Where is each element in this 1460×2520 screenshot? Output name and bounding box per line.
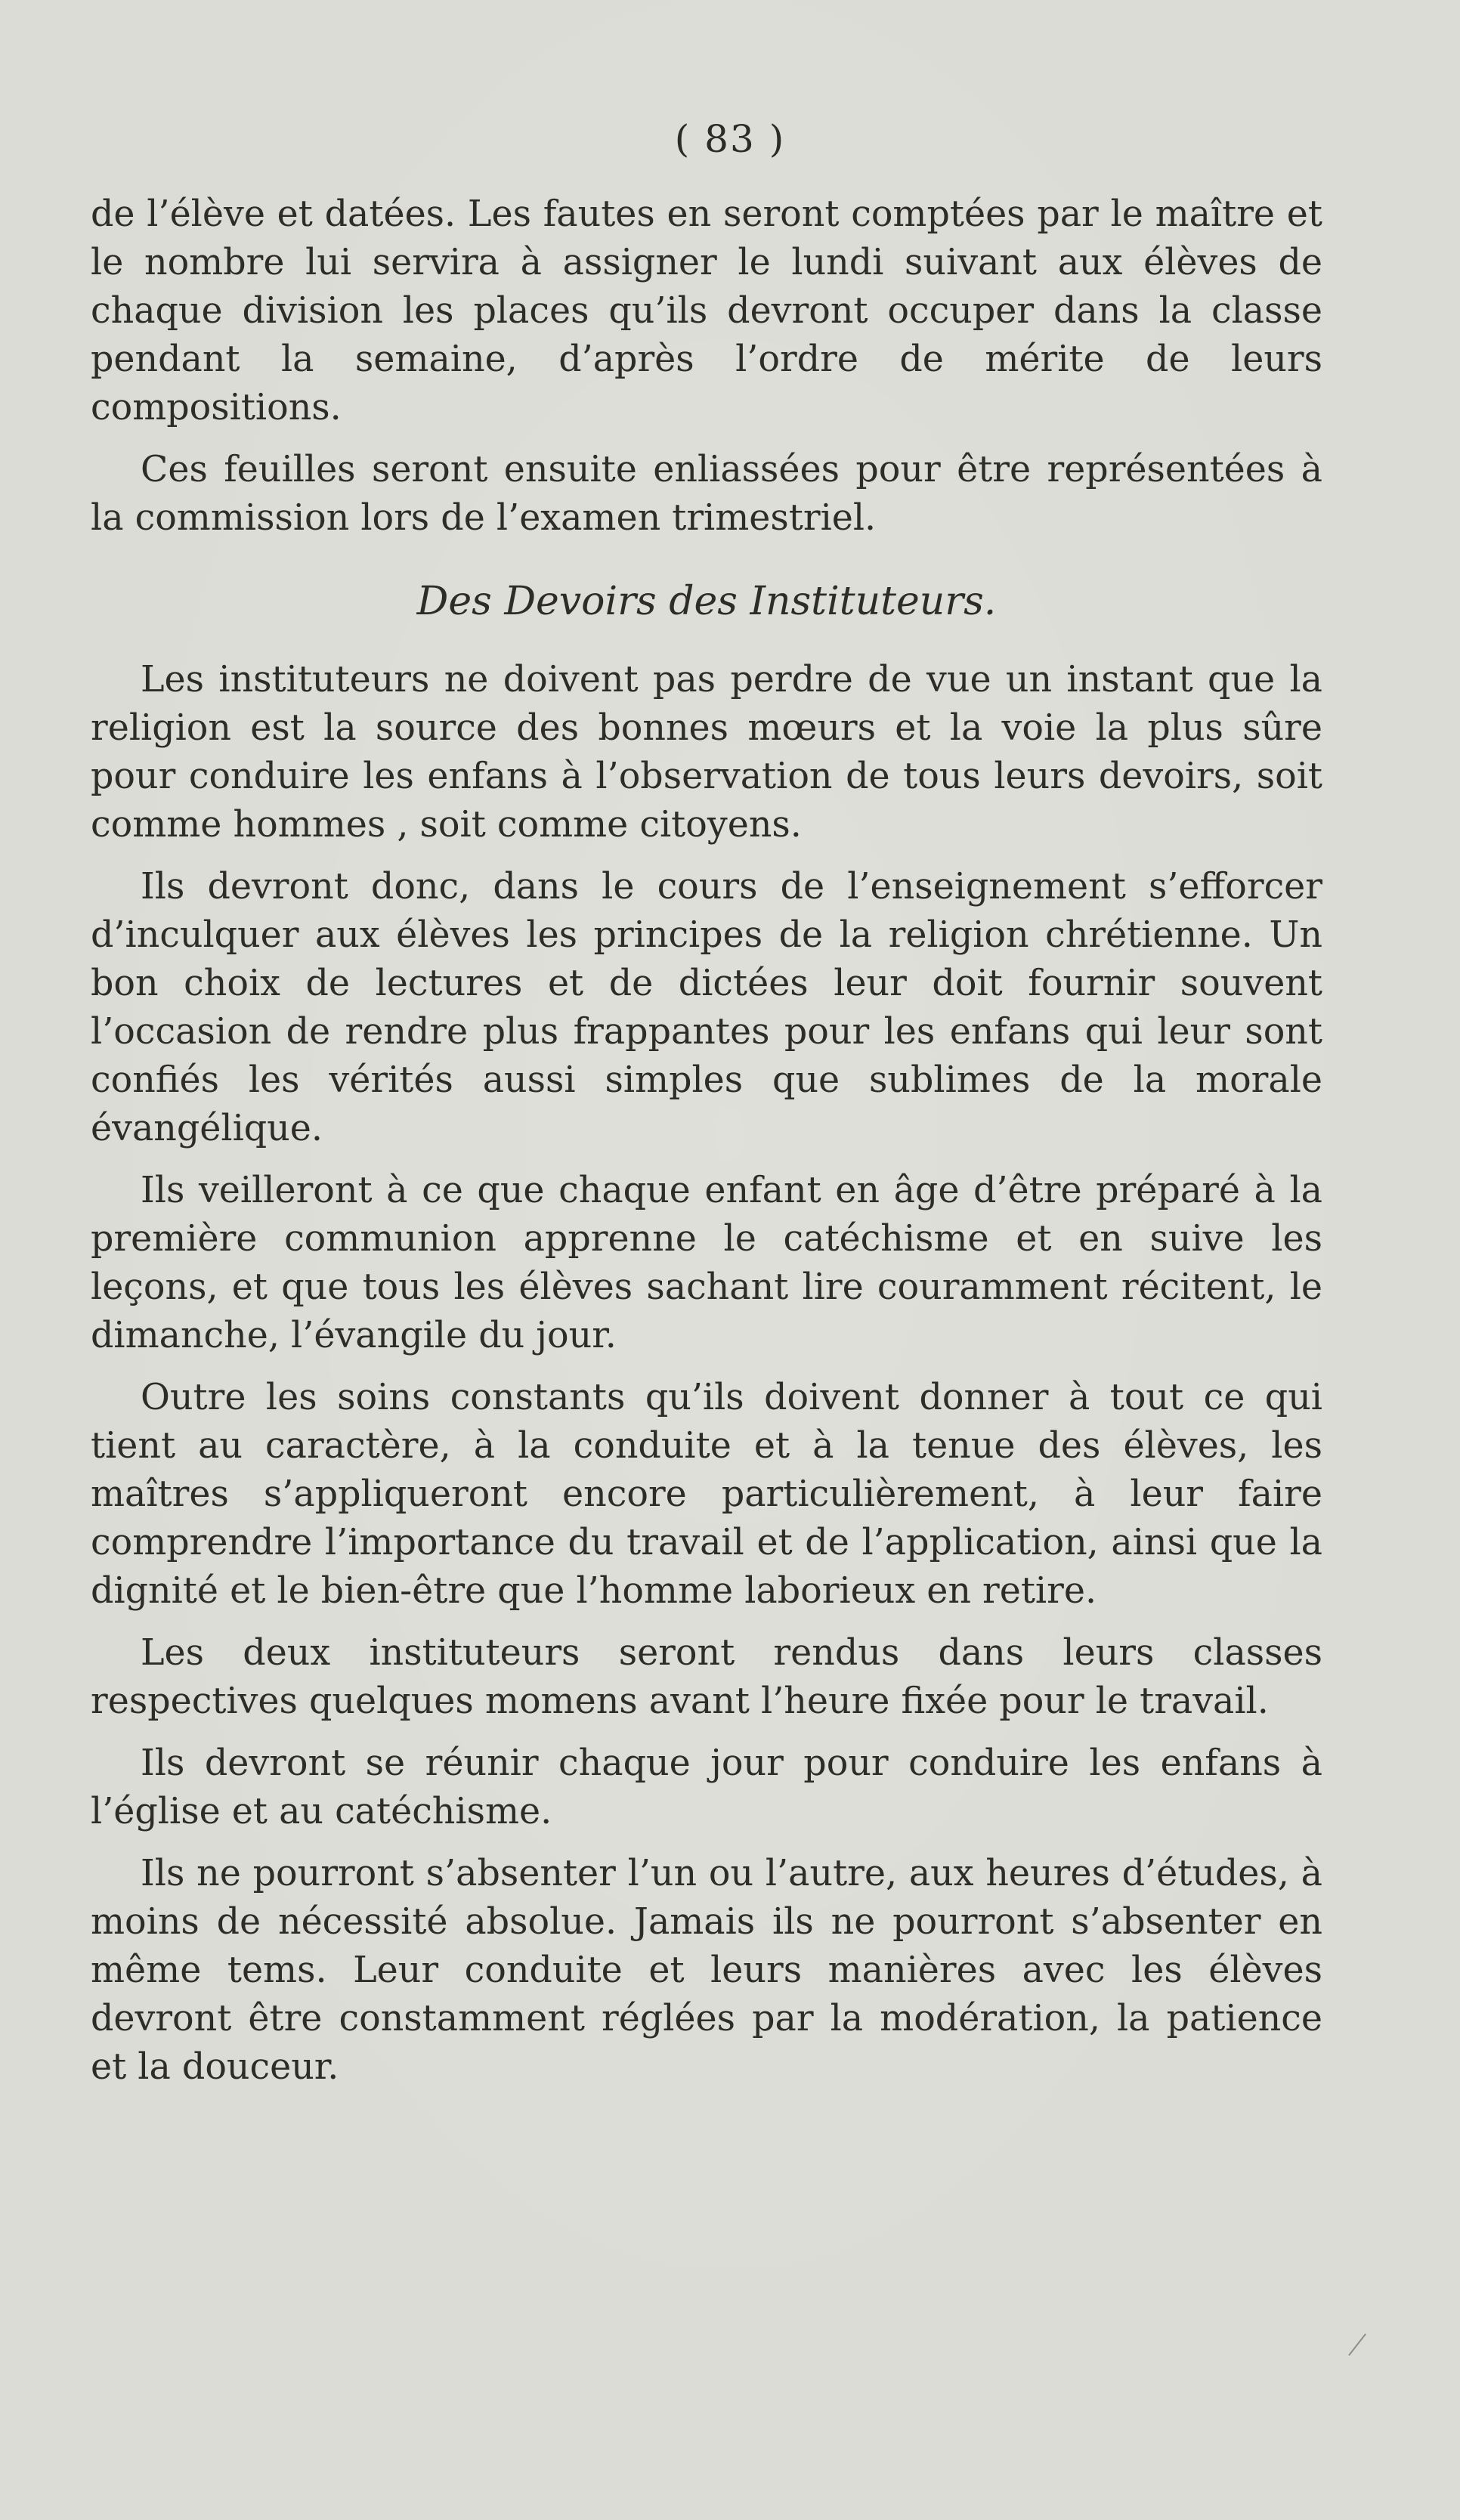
paragraph: Les deux instituteurs seront rendus dans leurs classes respectives quelques momens avant l’heure fixée pour le travail. <box>91 1632 1322 1722</box>
paragraph: Ces feuilles seront ensuite enliassées pour être représentées à la commission lors de l’examen trimestriel. <box>91 449 1322 539</box>
paragraph: Ils ne pourront s’absenter l’un ou l’autre, aux heures d’études, à moins de nécessité absolue. Jamais ils ne pourront s’absenter en même tems. Leur conduite et leurs manières avec les élèves devront être constamment réglées par la modération, la patience et la douceur. <box>91 1853 1322 2088</box>
paragraph: Ils veilleront à ce que chaque enfant en âge d’être préparé à la première communion apprenne le catéchisme et en suive les leçons, et que tous les élèves sachant lire couramment récitent, le dimanche, l’évangile du jour. <box>91 1170 1322 1356</box>
paragraph: de l’élève et datées. Les fautes en seront comptées par le maître et le nombre lui servira à assigner le lundi suivant aux élèves de chaque division les places qu’ils devront occuper dans la classe pendant la semaine, d’après l’ordre de mérite de leurs compositions. <box>91 193 1322 428</box>
paragraph: Les instituteurs ne doivent pas perdre de vue un instant que la religion est la source des bonnes mœurs et la voie la plus sûre pour conduire les enfans à l’observation de tous leurs devoirs, soit comme hommes , soit comme citoyens. <box>91 659 1322 846</box>
page-number: ( 83 ) <box>674 117 786 161</box>
body-text <box>91 190 1322 2105</box>
paragraph: Ils devront donc, dans le cours de l’enseignement s’efforcer d’inculquer aux élèves les principes de la religion chrétienne. Un bon choix de lectures et de dictées leur doit fournir souvent l’occasion de rendre plus frappantes pour les enfans qui leur sont confiés les vérités aussi simples que sublimes de la morale évangélique. <box>91 866 1322 1149</box>
section-heading: Des Devoirs des Instituteurs. <box>416 579 997 624</box>
paragraph: Outre les soins constants qu’ils doivent donner à tout ce qui tient au caractère, à la conduite et à la tenue des élèves, les maîtres s’appliqueront encore particulièrement, à leur faire comprendre l’importance du travail et de l’application, ainsi que la dignité et le bien-être que l’homme laborieux en retire. <box>91 1377 1322 1612</box>
pencil-mark <box>1348 2333 1366 2356</box>
paragraph: Ils devront se réunir chaque jour pour conduire les enfans à l’église et au catéchisme. <box>91 1742 1322 1832</box>
